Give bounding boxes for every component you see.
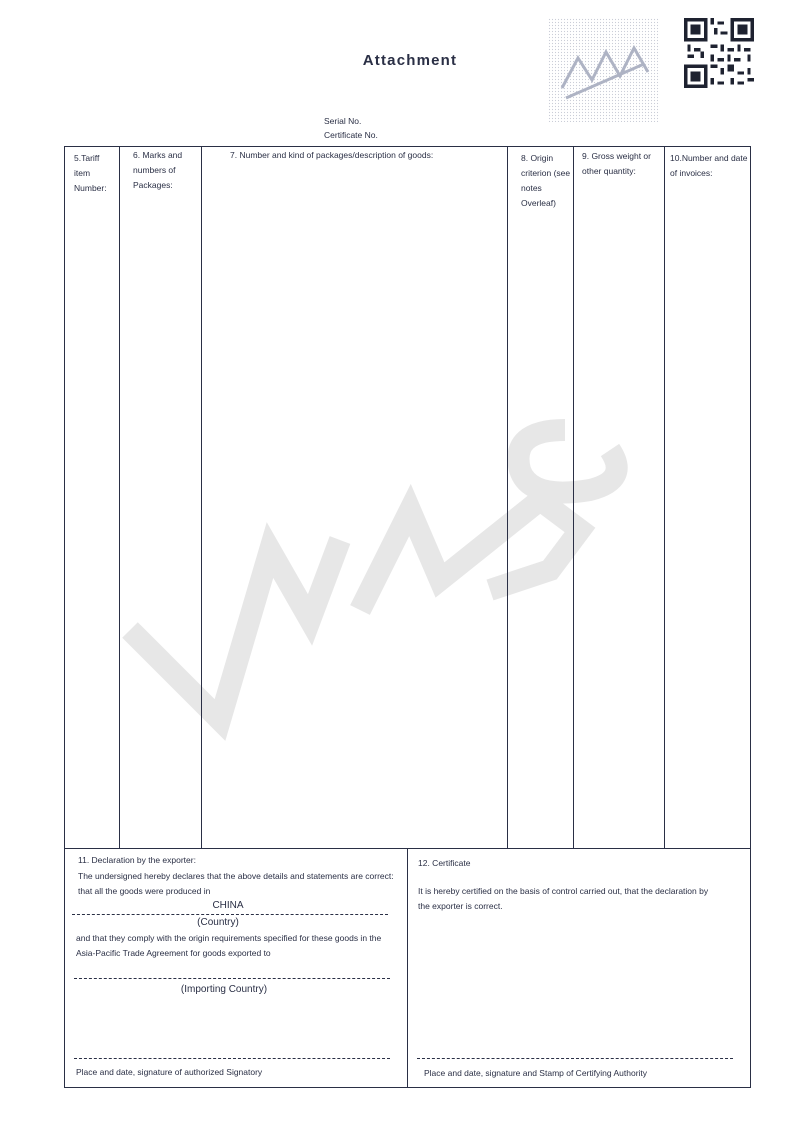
signatory-dashed-line [74,1058,390,1059]
table-left-border [64,146,65,1088]
column-separator [507,146,508,848]
table-top-border [64,146,751,147]
declaration-heading: 11. Declaration by the exporter: [78,855,196,865]
table-bottom-border [64,1087,751,1088]
importing-country-label: (Importing Country) [180,984,268,995]
column-separator [201,146,202,848]
serial-block [324,114,378,142]
column-header-weight: 9. Gross weight or other quantity: [582,151,651,176]
column-header-origin: 8. Origin criterion (see notes Overleaf) [521,153,571,208]
column-separator [119,146,120,848]
qr-code-icon [684,18,754,88]
declaration-text-1: The undersigned hereby declares that the above details and statements are correct: that all the goods were produced in [78,871,394,896]
importing-country-dashed-line [74,978,390,979]
column-header-marks: 6. Marks and numbers of Packages: [133,150,183,190]
bottom-section-separator [407,848,408,1087]
certificate-text: It is hereby certified on the basis of control carried out, that the declaration by the exporter is correct. [418,886,709,911]
security-seal-icon [548,18,660,122]
page-title: Attachment [362,52,458,69]
certificate-no-label: Certificate No. [324,130,378,140]
column-separator [664,146,665,848]
certifying-dashed-line [417,1058,733,1059]
certifying-authority-label: Place and date, signature and Stamp of Certifying Authority [424,1068,648,1078]
signatory-label: Place and date, signature of authorized Signatory [76,1067,263,1077]
declaration-text-2: and that they comply with the origin requirements specified for these goods in the Asia-Pacific Trade Agreement for goods exported to [76,933,382,958]
certificate-heading: 12. Certificate [418,858,471,868]
country-label: (Country) [197,917,239,928]
column-header-invoices: 10.Number and date of invoices: [670,153,748,178]
serial-no-label: Serial No. [324,116,362,126]
table-right-border [750,146,751,1088]
column-header-description: 7. Number and kind of packages/description of goods: [230,150,434,160]
column-separator [573,146,574,848]
wps-watermark-icon [110,390,630,750]
column-header-tariff: 5.Tariff item Number: [74,153,107,193]
country-value: CHINA [212,900,244,911]
